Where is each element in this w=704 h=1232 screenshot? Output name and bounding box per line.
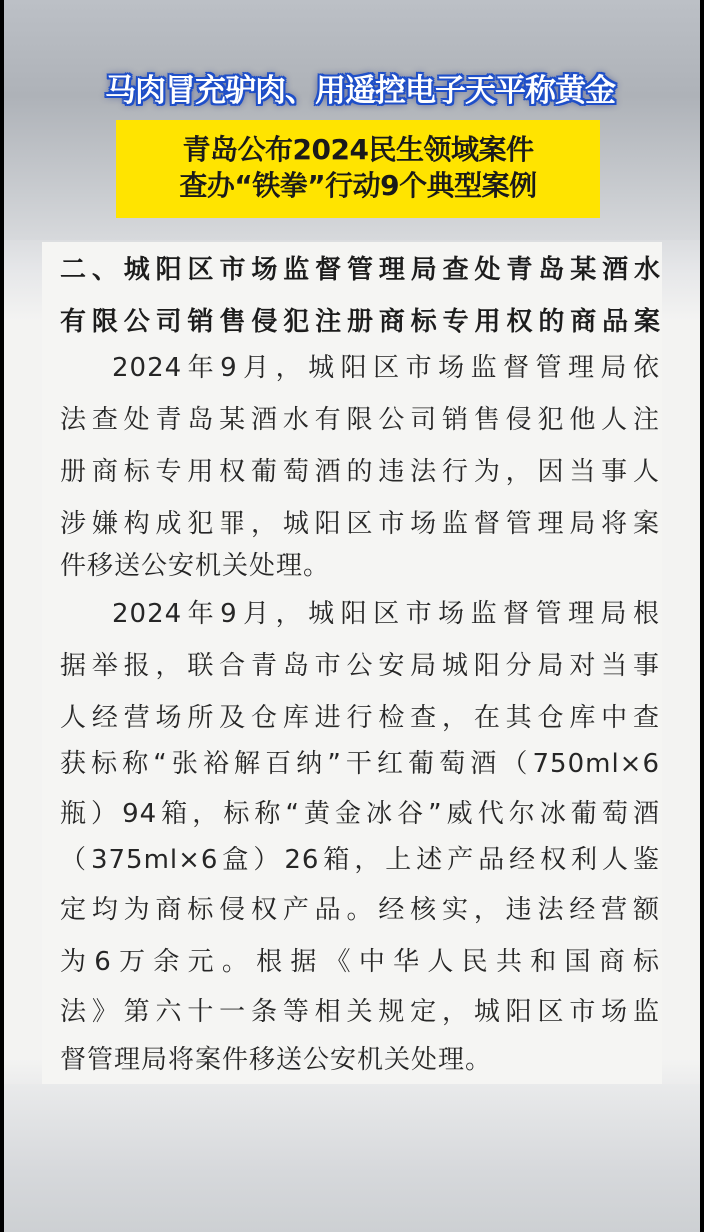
paragraph-2-line: 瓶）94箱，标称“黄金冰谷”威代尔冰葡萄酒 xyxy=(60,799,660,829)
case-heading-line-2: 有限公司销售侵犯注册商标专用权的商品案 xyxy=(60,307,660,337)
title-banner xyxy=(116,120,600,218)
paragraph-2-line: （375ml×6盒）26箱，上述产品经权利人鉴 xyxy=(60,845,660,875)
case-heading-line-1: 二、城阳区市场监督管理局查处青岛某酒水 xyxy=(60,255,660,285)
paragraph-2-line: 据举报，联合青岛市公安局城阳分局对当事 xyxy=(60,651,660,681)
paragraph-2-line: 人经营场所及仓库进行检查，在其仓库中查 xyxy=(60,703,660,733)
paragraph-2-line: 2024年9月，城阳区市场监督管理局根 xyxy=(112,599,660,629)
paragraph-2-line: 为6万余元。根据《中华人民共和国商标 xyxy=(60,947,660,977)
paragraph-1-line: 件移送公安机关处理。 xyxy=(60,551,331,581)
paragraph-2-line: 法》第六十一条等相关规定，城阳区市场监 xyxy=(60,997,660,1027)
paragraph-2-line: 督管理局将案件移送公安机关处理。 xyxy=(60,1045,493,1075)
paragraph-2-line: 获标称“张裕解百纳”干红葡萄酒（750ml×6 xyxy=(60,749,660,779)
paragraph-2-line: 定均为商标侵权产品。经核实，违法经营额 xyxy=(60,895,660,925)
banner-title-line-1: 青岛公布2024民生领域案件 xyxy=(182,133,534,166)
banner-title-line-2: 查办“铁拳”行动9个典型案例 xyxy=(179,169,537,202)
paragraph-1-line: 涉嫌构成犯罪，城阳区市场监督管理局将案 xyxy=(60,509,660,539)
headline-title: 马肉冒充驴肉、用遥控电子天平称黄金 xyxy=(105,73,615,109)
paragraph-1-line: 2024年9月，城阳区市场监督管理局依 xyxy=(112,353,660,383)
paragraph-1-line: 法查处青岛某酒水有限公司销售侵犯他人注 xyxy=(60,405,660,435)
footer-background xyxy=(4,1084,700,1232)
paragraph-1-line: 册商标专用权葡萄酒的违法行为，因当事人 xyxy=(60,457,660,487)
